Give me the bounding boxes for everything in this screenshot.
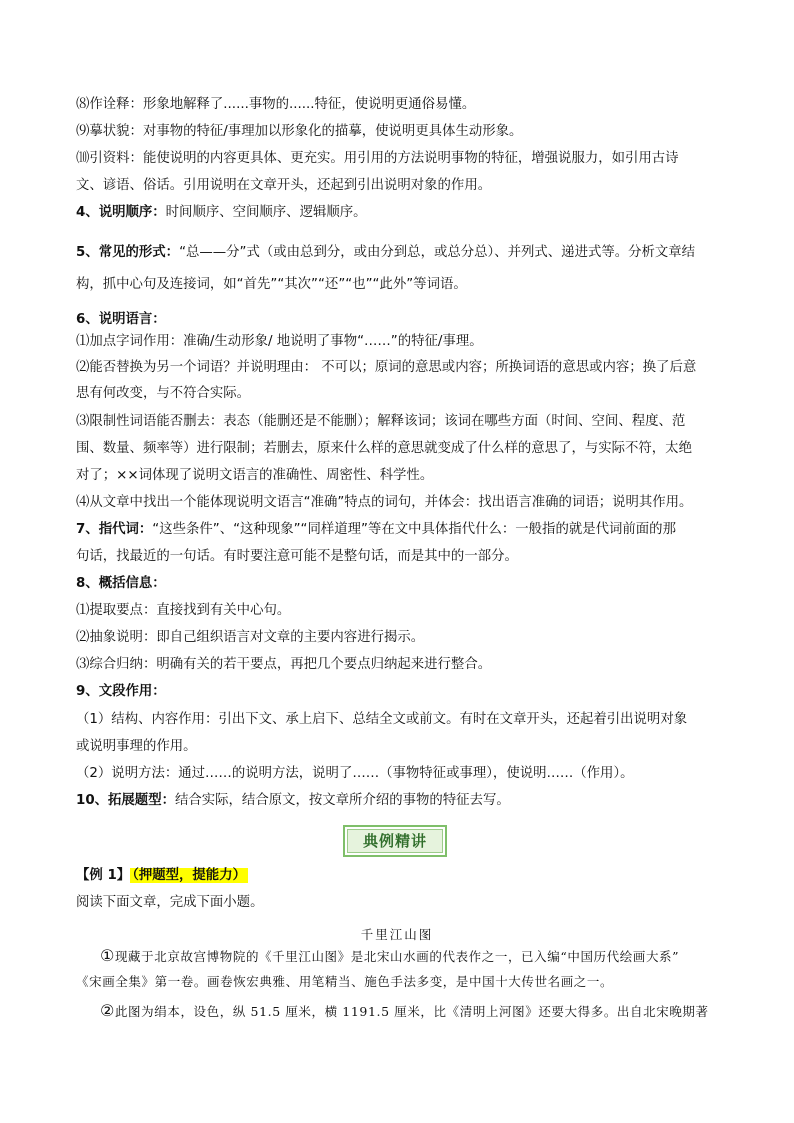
text-line: ⑷从文章中找出一个能体现说明文语言“准确”特点的词句，并体会：找出语言准确的词语；说明其作用。 — [76, 495, 693, 510]
section-body: “总——分”式（或由总到分，或由分到总，或总分总）、并列式、递进式等。分析文章结 — [179, 245, 696, 260]
section-banner-title: 典例精讲 — [347, 829, 443, 853]
section-heading: 9、文段作用： — [76, 684, 166, 699]
text-line: 围、数量、频率等）进行限制；若删去，原来什么样的意思就变成了什么样的意思了，与实际不符，太绝 — [76, 441, 692, 456]
section-line — [76, 243, 726, 263]
paragraph-number: ① — [100, 946, 115, 965]
section-heading: 7、指代词： — [76, 522, 153, 537]
text-line: ⑴提取要点：直接找到有关中心句。 — [76, 603, 291, 618]
text-line: ⑴加点字词作用：准确/生动形象/ 地说明了事物“……”的特征/事理。 — [76, 334, 483, 349]
text-line: 构，抓中心句及连接词，如“首先”“其次”“还”“也”“此外”等词语。 — [76, 277, 467, 292]
text-line: 或说明事理的作用。 — [76, 739, 197, 754]
section-line — [76, 520, 726, 540]
text-line: 思有何改变，与不符合实际。 — [76, 386, 251, 401]
section-line — [76, 791, 726, 811]
article-paragraph — [100, 1001, 726, 1022]
section-heading: 5、常见的形式： — [76, 245, 180, 260]
text-line: ⑶综合归纳：明确有关的若干要点，再把几个要点归纳起来进行整合。 — [76, 657, 492, 672]
text-line: ⑵能否替换为另一个词语？并说明理由： 不可以；原词的意思或内容；所换词语的意思或内容；换了后意 — [76, 360, 697, 375]
section-heading: 10、拓展题型： — [76, 793, 175, 808]
text-line: （2）说明方法：通过……的说明方法，说明了……（事物特征或事理），使说明……（作用）。 — [76, 766, 634, 781]
article-paragraph — [100, 946, 726, 967]
section-banner — [343, 825, 447, 857]
paragraph-number: ② — [100, 1001, 115, 1020]
text-line: ⑽引资料：能使说明的内容更具体、更充实。用引用的方法说明事物的特征，增强说服力，如引用古诗 — [76, 151, 679, 166]
section-line — [76, 203, 726, 223]
text-line: ⑻作诠释：形象地解释了......事物的......特征，使说明更通俗易懂。 — [76, 97, 476, 112]
example-instruction: 阅读下面文章，完成下面小题。 — [76, 895, 264, 910]
section-body: 时间顺序、空间顺序、逻辑顺序。 — [165, 205, 367, 220]
section-body: 结合实际，结合原文，按文章所介绍的事物的特征去写。 — [174, 793, 510, 808]
paragraph-text: 此图为绢本，设色，纵 51.5 厘米，横 1191.5 厘米，比《清明上河图》还要大得多。出自北宋晚期著 — [114, 1004, 709, 1019]
example-number: 【例 1】 — [76, 868, 131, 883]
paragraph-text: 现藏于北京故宫博物院的《千里江山图》是北宋山水画的代表作之一，已入编“中国历代绘画大系” — [114, 949, 680, 964]
text-line: 对了；××词体现了说明文语言的准确性、周密性、科学性。 — [76, 468, 434, 483]
section-heading: 8、概括信息： — [76, 576, 166, 591]
example-tag: （押题型，提能力） — [132, 868, 246, 883]
article-paragraph-cont: 《宋画全集》第一卷。画卷恢宏典雅、用笔精当、施色手法多变，是中国十大传世名画之一。 — [76, 974, 614, 989]
text-line: 文、谚语、俗话。引用说明在文章开头，还起到引出说明对象的作用。 — [76, 178, 492, 193]
example-label — [76, 866, 248, 886]
text-line: ⑼摹状貌：对事物的特征/事理加以形象化的描摹，使说明更具体生动形象。 — [76, 124, 523, 139]
text-line: ⑶限制性词语能否删去：表态（能删还是不能删）；解释该词；该词在哪些方面（时间、空间、程度、范 — [76, 414, 686, 429]
section-heading: 6、说明语言： — [76, 312, 166, 327]
article-title: 千里江山图 — [360, 927, 434, 942]
section-body: “这些条件”、“这种现象”“同样道理”等在文中具体指代什么：一般指的就是代词前面的那 — [152, 522, 676, 537]
text-line: ⑵抽象说明：即自己组织语言对文章的主要内容进行揭示。 — [76, 630, 425, 645]
text-line: 句话，找最近的一句话。有时要注意可能不是整句话，而是其中的一部分。 — [76, 549, 518, 564]
section-heading: 4、说明顺序： — [76, 205, 166, 220]
text-line: （1）结构、内容作用：引出下文、承上启下、总结全文或前文。有时在文章开头，还起着引出说明对象 — [76, 712, 688, 727]
